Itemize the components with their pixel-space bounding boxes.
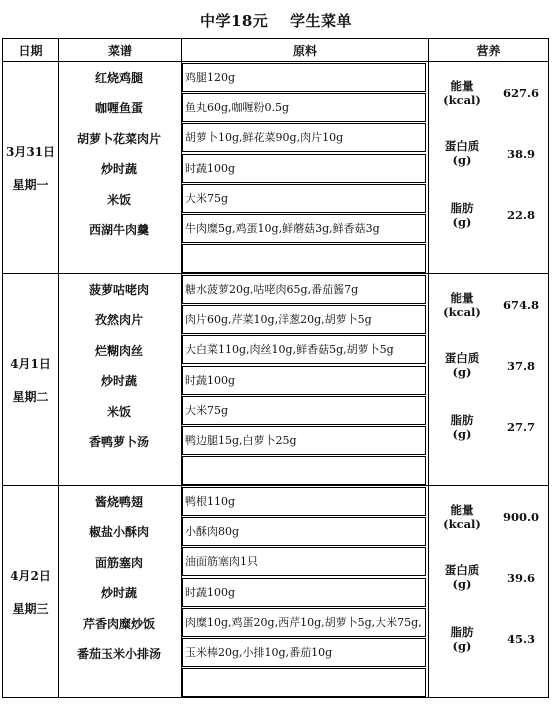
energy-label: 能量 (kcal): [443, 79, 481, 107]
fat-label: 脂肪 (g): [450, 201, 474, 229]
fat-label: 脂肪 (g): [450, 625, 474, 653]
dish-name: 米饭: [106, 193, 131, 207]
fat-value: 27.7: [506, 420, 535, 434]
title-school: 中学18元: [199, 12, 269, 30]
title-menu: 学生菜单: [290, 12, 353, 30]
header-dish: 菜谱: [58, 38, 182, 62]
weekday-text: 星期一: [12, 177, 49, 192]
ingredient-text: 鸡腿120g: [182, 63, 426, 92]
fat-value: 45.3: [506, 632, 535, 646]
ingredient-text: 肉糜10g,鸡蛋20g,西芹10g,胡萝卜5g,大米75g,: [182, 608, 426, 637]
day-block: [2, 61, 549, 274]
header-date: 日期: [2, 38, 59, 62]
dish-name: 米饭: [106, 405, 131, 419]
protein-value: 38.9: [506, 147, 535, 161]
menu-table: [2, 38, 549, 699]
dish-name: 面筋塞肉: [94, 556, 143, 570]
ingredient-text: 鱼丸60g,咖喱粉0.5g: [182, 93, 426, 122]
energy-value: 674.8: [502, 298, 539, 312]
dish-name: 酱烧鸭翅: [94, 495, 143, 509]
dish-name: 炒时蔬: [100, 162, 137, 176]
energy-label: 能量 (kcal): [443, 503, 481, 531]
dish-name: 炒时蔬: [100, 586, 137, 600]
fat-value: 22.8: [506, 208, 535, 222]
protein-label: 蛋白质 (g): [444, 139, 480, 167]
header-ingredients: 原料: [181, 38, 429, 62]
ingredient-text: 糖水菠萝20g,咕咾肉65g,番茄酱7g: [182, 275, 426, 304]
page-title: [0, 10, 552, 31]
weekday-text: 星期二: [12, 389, 49, 404]
date-cell: [2, 273, 59, 486]
dish-name: 炒时蔬: [100, 374, 137, 388]
ingredient-text: 时蔬100g: [182, 366, 426, 395]
ingredient-text: 大米75g: [182, 184, 426, 213]
date-text: 4月1日: [10, 356, 51, 371]
ingredient-text: 时蔬100g: [182, 578, 426, 607]
dish-name: 香鸭萝卜汤: [88, 435, 149, 449]
dish-name: 芹香肉糜炒饭: [82, 617, 155, 631]
protein-value: 39.6: [506, 571, 535, 585]
ingredient-text: 小酥肉80g: [182, 517, 426, 546]
ingredient-text: 肉片60g,芹菜10g,洋葱20g,胡萝卜5g: [182, 305, 426, 334]
date-cell: [2, 61, 59, 274]
ingredient-text: [182, 244, 426, 273]
ingredient-text: 鸭边腿15g,白萝卜25g: [182, 426, 426, 455]
date-text: 3月31日: [5, 144, 56, 159]
dish-name: 胡萝卜花菜肉片: [76, 132, 161, 146]
dish-name: 西湖牛肉羹: [88, 223, 149, 237]
day-block: [2, 485, 549, 698]
ingredient-text: 大米75g: [182, 396, 426, 425]
protein-value: 37.8: [506, 359, 535, 373]
energy-value: 900.0: [502, 510, 539, 524]
day-block: [2, 273, 549, 486]
header-nutrition: 营养: [428, 38, 549, 62]
energy-label: 能量 (kcal): [443, 291, 481, 319]
ingredient-text: 玉米棒20g,小排10g,番茄10g: [182, 638, 426, 667]
ingredient-text: 油面筋塞肉1只: [182, 547, 426, 576]
fat-label: 脂肪 (g): [450, 413, 474, 441]
protein-label: 蛋白质 (g): [444, 351, 480, 379]
ingredient-text: 时蔬100g: [182, 154, 426, 183]
energy-value: 627.6: [502, 86, 539, 100]
weekday-text: 星期三: [12, 601, 49, 616]
ingredient-text: 鸭根110g: [182, 487, 426, 516]
ingredient-text: [182, 668, 426, 697]
protein-label: 蛋白质 (g): [444, 563, 480, 591]
ingredient-text: 大白菜110g,肉丝10g,鲜香菇5g,胡萝卜5g: [182, 335, 426, 364]
dish-name: 咖喱鱼蛋: [94, 101, 143, 115]
dish-name: 孜然肉片: [94, 313, 143, 327]
dish-name: 菠萝咕咾肉: [88, 283, 149, 297]
dish-name: 番茄玉米小排汤: [76, 647, 161, 661]
dish-name: 烂糊肉丝: [94, 344, 143, 358]
date-text: 4月2日: [10, 568, 51, 583]
dish-name: 红烧鸡腿: [94, 71, 143, 85]
date-cell: [2, 485, 59, 698]
ingredient-text: 牛肉糜5g,鸡蛋10g,鲜蘑菇3g,鲜香菇3g: [182, 214, 426, 243]
ingredient-text: [182, 456, 426, 485]
ingredient-text: 胡萝卜10g,鲜花菜90g,肉片10g: [182, 123, 426, 152]
dish-name: 椒盐小酥肉: [88, 525, 149, 539]
